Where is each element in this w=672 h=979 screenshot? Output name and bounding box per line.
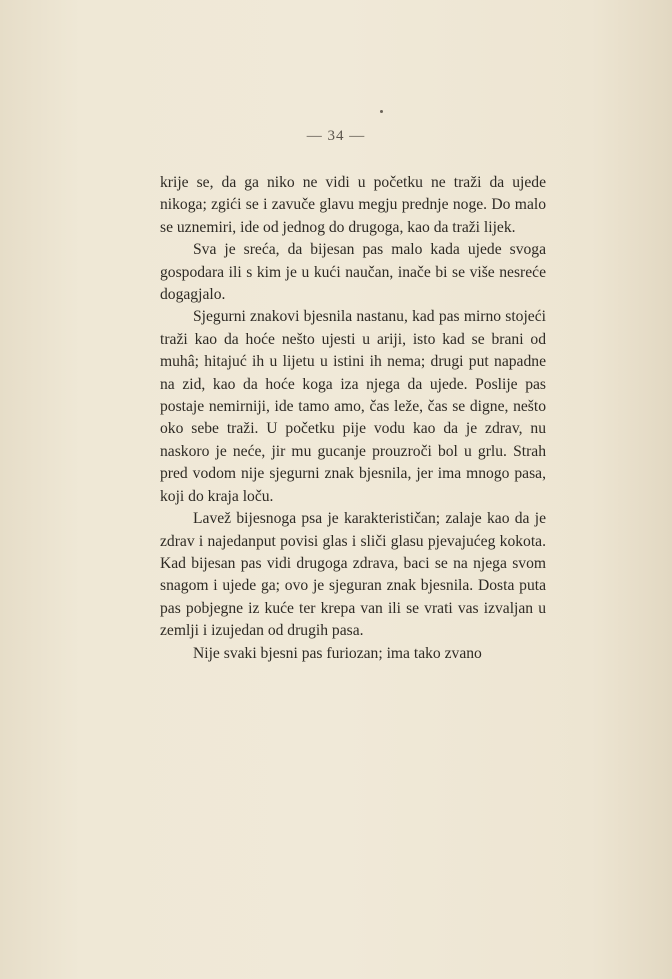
paragraph-1: krije se, da ga niko ne vidi u početku ne traži da ujede nikoga; zgići se i zavuče glavu megju prednje noge. Do malo se uznemiri, ide od jednog do drugoga, kao da traži lijek. bbox=[160, 174, 546, 236]
paragraph-5: Nije svaki bjesni pas furiozan; ima tako zvano bbox=[193, 644, 482, 662]
paragraph-4: Lavež bijesnoga psa je karakterističan; zalaje kao da je zdrav i najedanput povisi glas i sliči glasu pjevajućeg kokota. Kad bijesan pas vidi drugoga zdrava, baci se na njega svom snagom i ujede ga; ovo je sjeguran znak bjesnila. Dosta puta pas pobjegne iz kuće ter krepa van ili se vrati vas izvaljan u zemlji i izujedan od drugih pasa. bbox=[160, 510, 546, 640]
body-text bbox=[160, 172, 546, 665]
paragraph-2: Sva je sreća, da bijesan pas malo kada ujede svoga gospodara ili s kim je u kući naučan, inače bi se više nesreće dogagjalo. bbox=[160, 241, 546, 304]
page-number: — 34 — bbox=[306, 128, 366, 144]
ink-speck bbox=[380, 110, 383, 113]
paragraph-3: Sjegurni znakovi bjesnila nastanu, kad pas mirno stojeći traži kao da hoće nešto ujesti u ariji, isto kad se brani od muhâ; hitajuć ih u lijetu u istini ih nema; drugi put napadne na zid, kao da hoće koga iza njega da ujede. Poslije pas postaje nemirniji, ide tamo amo, čas leže, čas se digne, nešto oko sebe traži. U početku pije vodu kao da je zdrav, nu naskoro je neće, jir mu gucanje prouzroči bol u grlu. Strah pred vodom nije sjegurni znak bjesnila, jer ima mnogo pasa, koji do kraja loču. bbox=[160, 308, 546, 505]
